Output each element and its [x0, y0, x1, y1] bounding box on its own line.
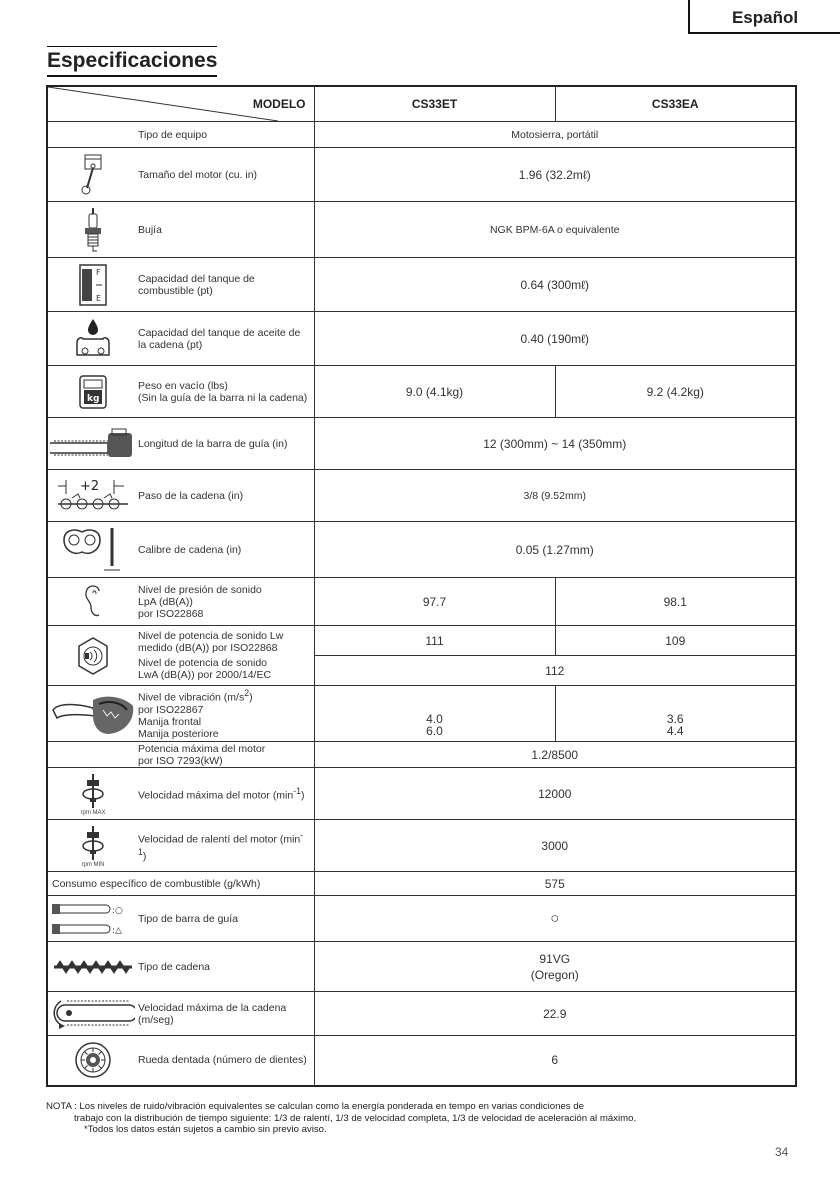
table-row	[47, 258, 796, 312]
guide-bar-key-2: :△	[112, 925, 122, 936]
table-row	[47, 418, 796, 470]
row-value: 1.2/8500	[314, 742, 796, 768]
language-tab	[688, 0, 840, 34]
row-value: 12000	[314, 768, 796, 820]
model-header	[47, 86, 314, 122]
row-value-cs33et-rear: 6.0	[426, 724, 443, 738]
crankshaft-min-caption: rpm MIN	[81, 861, 105, 868]
page-title: Especificaciones	[47, 46, 217, 77]
footnote-line: NOTA : Los niveles de ruido/vibración equivalentes se calculan como la energía ponderada en tempo en varias condiciones de	[46, 1101, 584, 1112]
row-value: 91VG	[539, 951, 571, 966]
oil-can-icon	[73, 317, 113, 361]
row-label: Tipo de barra de guía	[138, 912, 239, 925]
row-value-cs33ea: 98.1	[555, 578, 796, 626]
row-value: 0.05 (1.27mm)	[314, 522, 796, 578]
row-label: Longitud de la barra de guía (in)	[138, 437, 288, 450]
row-label: Nivel de potencia de sonido Lw	[138, 630, 284, 642]
row-label: Capacidad del tanque de aceite de la cadena (pt)	[138, 326, 301, 351]
row-label: Rueda dentada (número de dientes)	[138, 1054, 307, 1067]
row-label-rear: Manija posteriore	[138, 727, 219, 740]
row-value-cs33et-front: 4.0	[426, 712, 443, 726]
row-label: Capacidad del tanque de combustible (pt)	[138, 272, 255, 297]
row-label: Bujía	[138, 223, 162, 236]
footnote	[46, 1101, 806, 1136]
row-value-cs33et: 97.7	[314, 578, 555, 626]
table-row	[47, 1036, 796, 1086]
row-label-detail: LpA (dB(A))	[138, 595, 193, 608]
row-label: Paso de la cadena (in)	[138, 489, 244, 502]
guide-bar-type-icon	[50, 899, 136, 939]
row-value: 1.96 (32.2mℓ)	[314, 148, 796, 202]
chain-speed-icon	[51, 997, 135, 1031]
chain-pitch-icon-text: +2	[80, 478, 100, 494]
crankshaft-min-icon	[78, 824, 108, 862]
row-value: 3/8 (9.52mm)	[314, 470, 796, 522]
row-value: Motosierra, portátil	[314, 122, 796, 148]
page-number: 34	[775, 1145, 789, 1159]
row-value-detail: (Oregon)	[530, 967, 579, 982]
model-label: MODELO	[252, 97, 306, 111]
weight-icon-text: kg	[87, 393, 100, 404]
language-label: Español	[731, 8, 799, 27]
crankshaft-max-icon	[78, 772, 108, 810]
row-label-detail: medido (dB(A)) por ISO22868	[138, 642, 278, 654]
row-value: NGK BPM-6A o equivalente	[314, 202, 796, 258]
row-value-cs33ea: 9.2 (4.2kg)	[555, 366, 796, 418]
table-row	[47, 578, 796, 626]
row-value: 0.40 (190mℓ)	[314, 312, 796, 366]
table-row	[47, 872, 796, 896]
table-header-row	[47, 86, 796, 122]
saw-chain-icon	[52, 957, 134, 977]
row-label-standard: por ISO22868	[138, 607, 204, 620]
ear-icon	[81, 583, 105, 621]
guide-bar-key-1: :○	[112, 905, 123, 916]
row-value-cs33ea-front: 3.6	[666, 712, 684, 726]
table-row	[47, 470, 796, 522]
footnote-line: trabajo con la distribución de tiempo siguiente: 1/3 de ralentí, 1/3 de velocidad completa, 1/3 de velocidad de aceleración al máximo.	[74, 1112, 637, 1124]
row-value: 575	[314, 872, 796, 896]
engine-piston-icon	[76, 152, 110, 198]
sprocket-icon	[73, 1040, 113, 1080]
row-label: Tipo de equipo	[138, 128, 208, 141]
row-value-cs33ea: 109	[555, 626, 796, 656]
row-label: Velocidad de ralentí del motor $(\min^{-1})$	[138, 830, 304, 862]
fuel-gauge-icon	[77, 263, 109, 307]
row-label: Calibre de cadena (in)	[138, 543, 242, 556]
table-row	[47, 366, 796, 418]
row-label: Nivel de potencia de sonido	[138, 657, 268, 669]
table-row	[47, 820, 796, 872]
row-label-standard: por ISO 7293(kW)	[138, 754, 223, 767]
table-row	[47, 626, 796, 656]
row-value: 12 (300mm) ~ 14 (350mm)	[314, 418, 796, 470]
row-label: Velocidad máxima del motor $(\min^{-1})$	[138, 786, 305, 802]
spark-plug-icon	[82, 206, 104, 254]
row-value: 112	[314, 656, 796, 686]
specifications-table	[46, 85, 797, 1087]
row-value: 0.64 (300mℓ)	[314, 258, 796, 312]
row-value: 6	[314, 1036, 796, 1086]
footnote-disclaimer: *Todos los datos están sujetos a cambio sin previo aviso.	[84, 1124, 327, 1135]
table-row	[47, 312, 796, 366]
chain-gauge-icon	[60, 526, 126, 574]
row-label-detail: (Sin la guía de la barra ni la cadena)	[138, 391, 308, 404]
row-label: Peso en vacío (lbs)	[138, 379, 228, 392]
chain-pitch-icon	[54, 476, 132, 516]
row-label-front: Manija frontal	[138, 715, 202, 728]
crankshaft-max-caption: rpm MAX	[80, 809, 106, 816]
table-row	[47, 992, 796, 1036]
table-row	[47, 148, 796, 202]
table-row	[47, 686, 796, 742]
model-cs33ea: CS33EA	[555, 86, 796, 122]
row-value: 22.9	[314, 992, 796, 1036]
row-value-cs33et: 9.0 (4.1kg)	[314, 366, 555, 418]
row-label: Nivel de vibración $(m/s^2)$	[138, 688, 253, 704]
row-label: Potencia máxima del motor	[138, 742, 266, 755]
row-label-standard: por ISO22867	[138, 703, 204, 716]
svg-text:F: F	[96, 267, 101, 277]
row-value: 3000	[314, 820, 796, 872]
row-value: ○	[314, 896, 796, 942]
svg-text:E: E	[96, 293, 102, 303]
row-label: Consumo específico de combustible (g/kWh)	[52, 877, 261, 890]
table-row	[47, 942, 796, 992]
table-row	[47, 768, 796, 820]
table-row	[47, 202, 796, 258]
table-row	[47, 522, 796, 578]
model-cs33et: CS33ET	[314, 86, 555, 122]
chainsaw-bar-icon	[50, 427, 136, 461]
row-label-detail: LwA (dB(A)) por 2000/14/EC	[138, 669, 272, 681]
row-value-cs33ea-rear: 4.4	[666, 724, 684, 738]
row-value-cs33et: 111	[314, 626, 555, 656]
table-row	[47, 896, 796, 942]
table-row	[47, 122, 796, 148]
table-row	[47, 742, 796, 768]
row-label: Nivel de presión de sonido	[138, 583, 262, 596]
row-label: Tamaño del motor (cu. in)	[138, 168, 258, 181]
sound-power-icon	[76, 636, 110, 676]
row-label: Velocidad máxima de la cadena (m/seg)	[138, 1001, 287, 1026]
weight-icon	[76, 374, 110, 410]
chainsaw-vibration-icon	[49, 690, 137, 738]
row-label: Tipo de cadena	[138, 960, 210, 973]
